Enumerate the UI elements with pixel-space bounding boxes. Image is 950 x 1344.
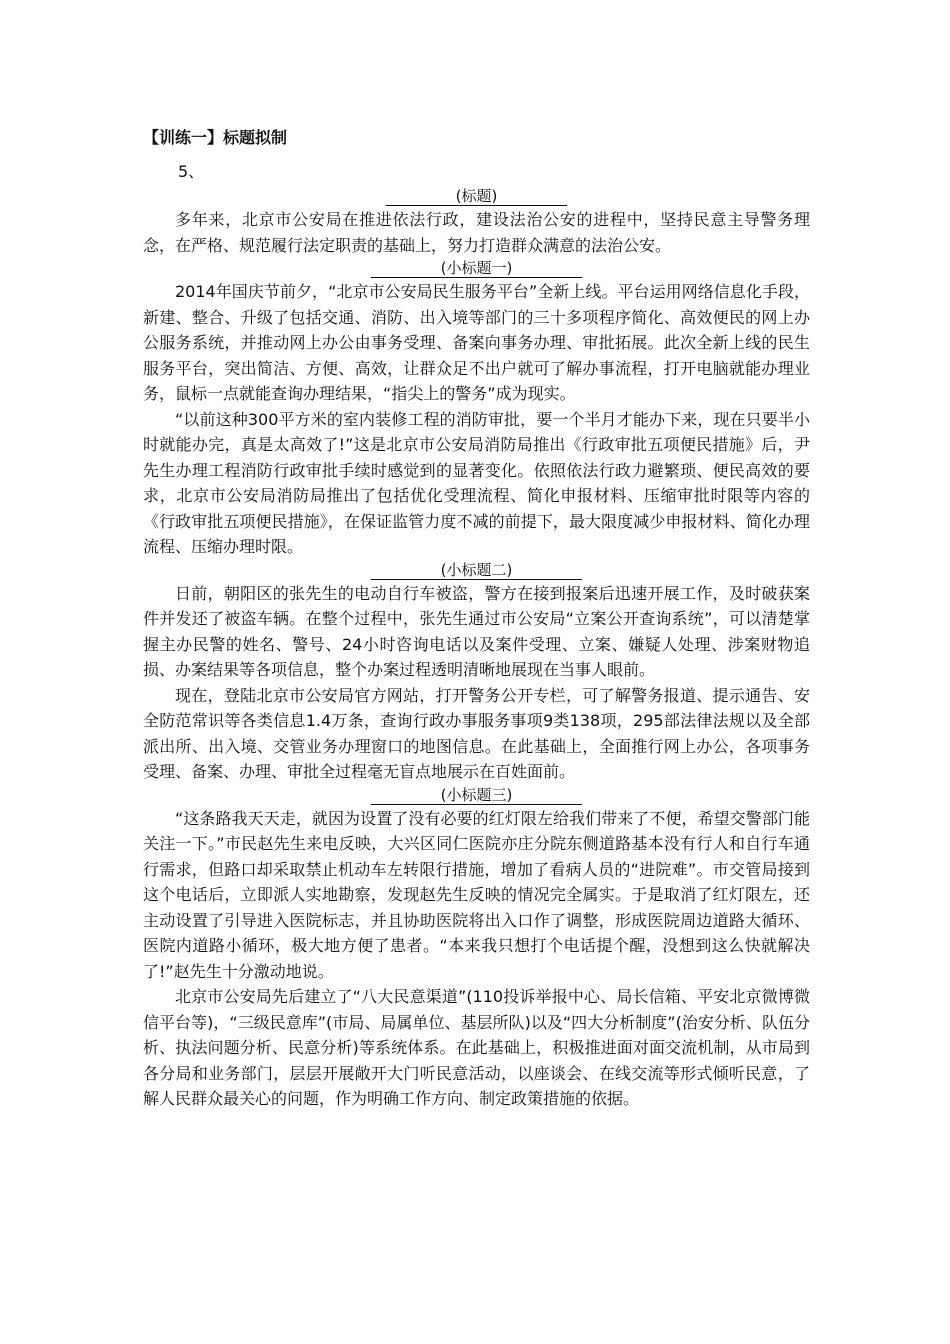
subtitle-blank-label: (小标题三) <box>371 786 583 805</box>
article-body <box>143 186 810 1112</box>
body-paragraph: 日前，朝阳区的张先生的电动自行车被盗，警方在接到报案后迅速开展工作，及时破获案件并发还了被盗车辆。在整个过程中，张先生通过市公安局“立案公开查询系统”，可以清楚掌握主办民警的姓名、警号、24小时咨询电话以及案件受理、立案、嫌疑人处理、涉案财物追损、办案结果等各项信息，整个办案过程透明清晰地展现在当事人眼前。 <box>143 583 810 679</box>
subtitle-blank-3 <box>143 785 810 806</box>
intro-paragraph: 多年来，北京市公安局在推进依法行政，建设法治公安的进程中，坚持民意主导警务理念，在严格、规范履行法定职责的基础上，努力打造群众满意的法治公安。 <box>143 210 810 255</box>
subtitle-blank-label: (小标题二) <box>371 561 583 580</box>
question-number: 5、 <box>178 162 205 181</box>
exercise-heading: 【训练一】标题拟制 <box>143 128 288 147</box>
body-paragraph: 北京市公安局先后建立了“八大民意渠道”(110投诉举报中心、局长信箱、平安北京微博微信平台等)，“三级民意库”(市局、局属单位、基层所队)以及“四大分析制度”(治安分析、队伍分析、执法问题分析、民意分析)等系统体系。在此基础上，积极推进面对面交流机制，从市局到各分局和业务部门，层层开展敞开大门听民意活动，以座谈会、在线交流等形式倾听民意，了解人民群众最关心的问题，作为明确工作方向、制定政策措施的依据。 <box>143 987 810 1108</box>
title-blank-label: (标题) <box>386 187 568 206</box>
title-blank <box>143 186 810 207</box>
body-paragraph: 现在，登陆北京市公安局官方网站，打开警务公开专栏，可了解警务报道、提示通告、安全防范常识等各类信息1.4万条，查询行政办事服务事项9类138项，295部法律法规以及全部派出所、出入境、交管业务办理窗口的地图信息。在此基础上，全面推行网上办公，各项事务受理、备案、办理、审批全过程毫无盲点地展示在百姓面前。 <box>143 685 810 781</box>
body-paragraph: “这条路我天天走，就因为设置了没有必要的红灯限左给我们带来了不便，希望交警部门能关注一下。”市民赵先生来电反映，大兴区同仁医院亦庄分院东侧道路基本没有行人和自行车通行需求，但路口却采取禁止机动车左转限行措施，增加了看病人员的“进院难”。市交管局接到这个电话后，立即派人实地勘察，发现赵先生反映的情况完全属实。于是取消了红灯限左，还主动设置了引导进入医院标志，并且协助医院将出入口作了调整，形成医院周边道路大循环、医院内道路小循环，极大地方便了患者。“本来我只想打个电话提个醒，没想到这么快就解决了!”赵先生十分激动地说。 <box>143 808 810 981</box>
body-paragraph: 2014年国庆节前夕，“北京市公安局民生服务平台”全新上线。平台运用网络信息化手段，新建、整合、升级了包括交通、消防、出入境等部门的三十多项程序简化、高效便民的网上办公服务系统，并推动网上办公由事务受理、备案向事务办理、审批拓展。此次全新上线的民生服务平台，突出简洁、方便、高效，让群众足不出户就可了解办事流程，打开电脑就能办理业务，鼠标一点就能查询办理结果，“指尖上的警务”成为现实。 <box>143 282 810 403</box>
subtitle-blank-1 <box>143 258 810 279</box>
subtitle-blank-label: (小标题一) <box>371 259 583 278</box>
subtitle-blank-2 <box>143 560 810 581</box>
body-paragraph: “以前这种300平方米的室内装修工程的消防审批，要一个半月才能办下来，现在只要半小时就能办完，真是太高效了!”这是北京市公安局消防局推出《行政审批五项便民措施》后，尹先生办理工程消防行政审批手续时感觉到的显著变化。依照依法行政力避繁琐、便民高效的要求，北京市公安局消防局推出了包括优化受理流程、简化申报材料、压缩审批时限等内容的《行政审批五项便民措施》，在保证监管力度不减的前提下，最大限度减少申报材料、简化办理流程、压缩办理时限。 <box>143 409 810 556</box>
